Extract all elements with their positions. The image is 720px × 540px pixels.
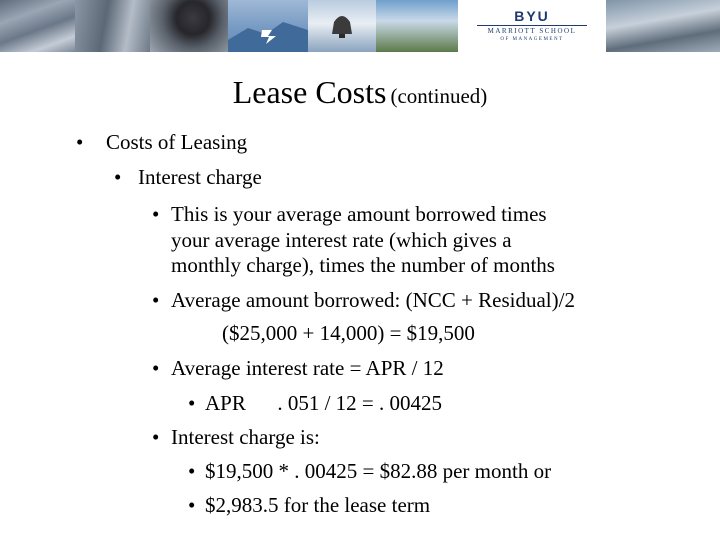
mountain-y-icon [228,0,308,52]
banner-photo-building [0,0,75,52]
bullet-marker: • [152,425,160,449]
bullet-marker: • [188,391,196,415]
bullet-marker: • [76,130,84,154]
brand-subtitle: OF MANAGEMENT [500,37,564,42]
bullet-marker: • [188,493,196,517]
bullet-line: Average interest rate = APR / 12 [171,356,444,380]
banner-photo-mountain-y [228,0,308,52]
bullet-line: Average amount borrowed: (NCC + Residual)/2 [171,288,575,312]
bullet-line: $19,500 * . 00425 = $82.88 per month or [205,459,552,483]
brand-divider [477,25,587,26]
banner-photo-architecture [75,0,150,52]
bullet-line: Interest charge is: [171,425,320,449]
slide-title [0,74,720,111]
brand-name: BYU [514,8,550,24]
bullet-line: This is your average amount borrowed times [171,202,547,226]
bullet-line: Costs of Leasing [106,130,248,154]
bullet-marker: • [188,459,196,483]
bullet-marker: • [152,202,160,226]
bullet-line-continued: your average interest rate (which gives a [171,228,512,252]
bullet-marker: • [152,356,160,380]
bullet-marker: • [152,288,160,312]
slide-title-suffix: (continued) [390,84,488,108]
bullet-line: $2,983.5 for the lease term [205,493,431,517]
banner-photo-campus [376,0,458,52]
formula-line: ($25,000 + 14,000) = $19,500 [222,321,475,345]
slide-title-main: Lease Costs [232,74,387,110]
bullet-line: Interest charge [138,165,262,189]
banner-photo-tanner-building [606,0,720,52]
bullet-line-continued: monthly charge), times the number of months [171,253,555,277]
byu-marriott-logo [458,0,606,52]
banner-photo-bell [308,0,376,52]
bullet-marker: • [114,165,122,189]
bell-icon [308,0,376,52]
bullet-line: APR . 051 / 12 = . 00425 [205,391,443,415]
header-banner [0,0,720,52]
brand-school: MARRIOTT SCHOOL [487,27,577,35]
banner-photo-statue [150,0,228,52]
